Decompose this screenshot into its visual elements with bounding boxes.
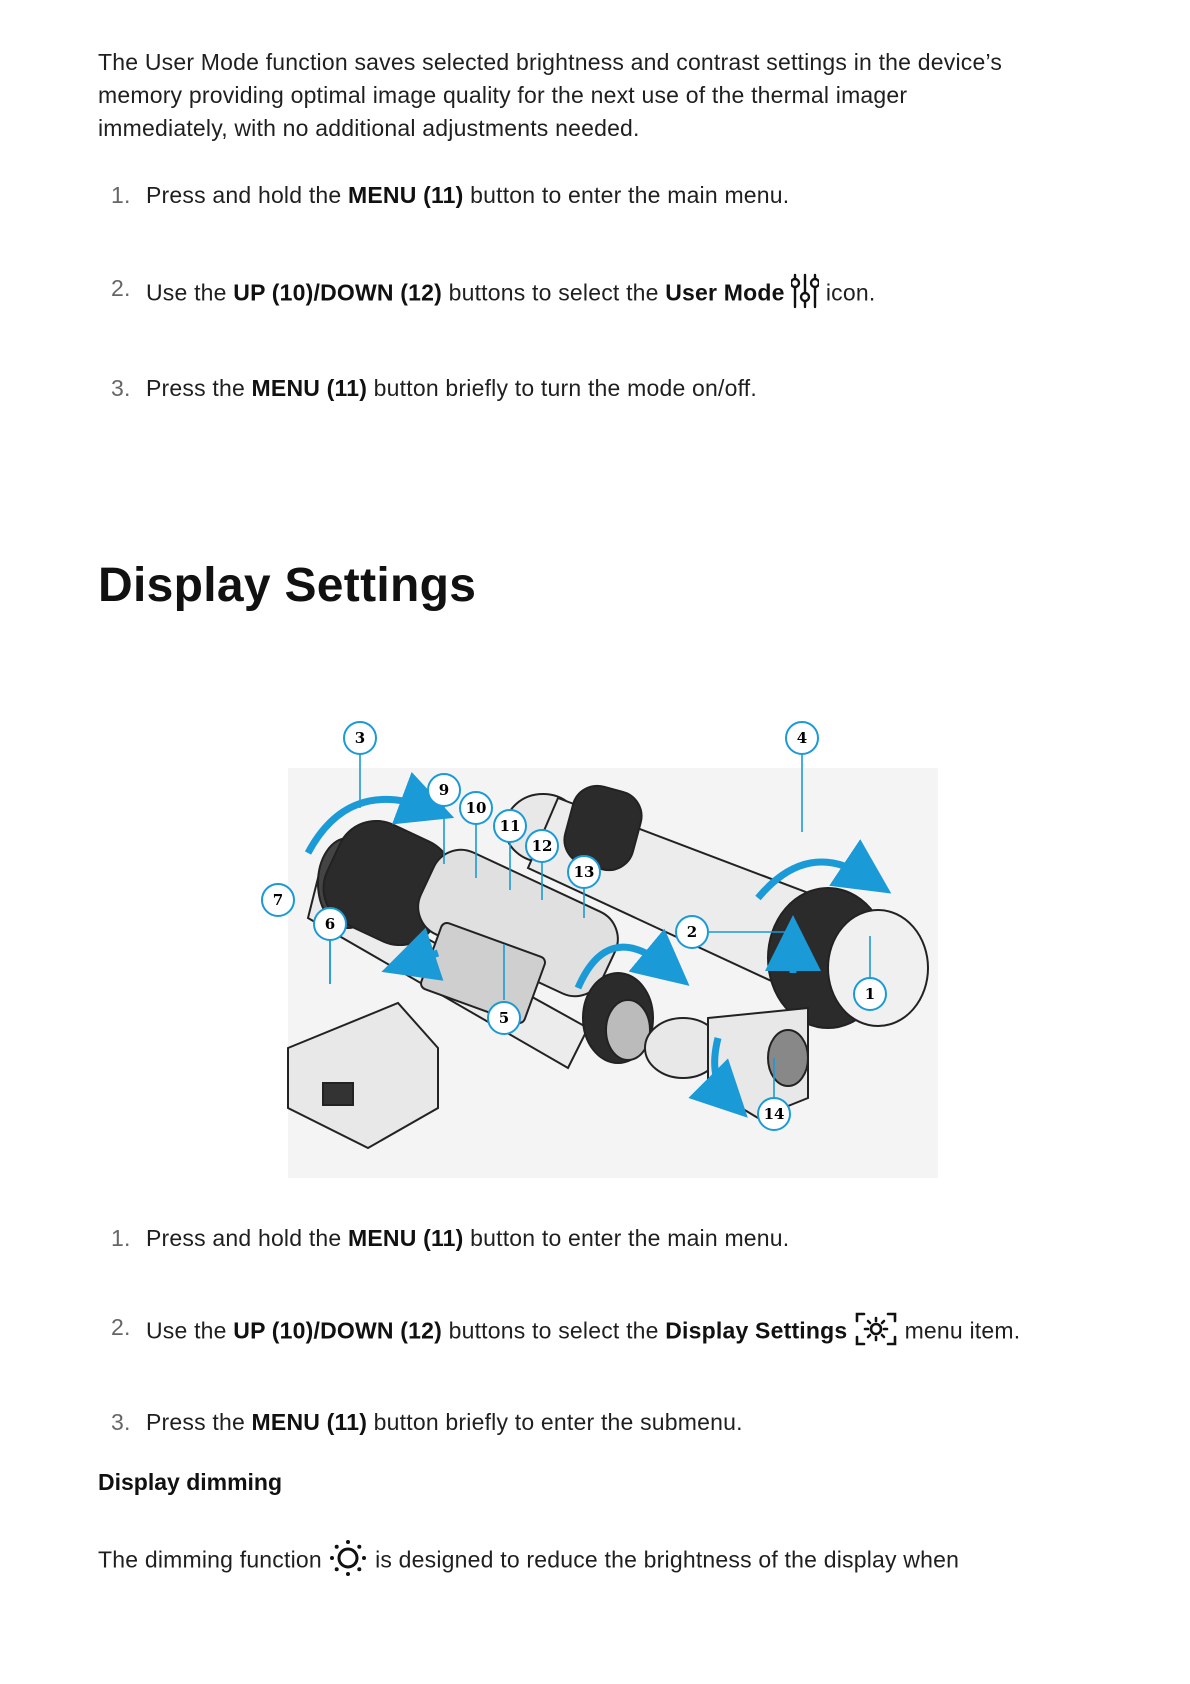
display-step-1	[98, 1223, 1098, 1253]
callout-11	[494, 810, 526, 842]
step-text: button to enter the main menu.	[463, 1225, 790, 1251]
callout-2	[676, 916, 708, 948]
step-text: button briefly to enter the submenu.	[367, 1409, 743, 1435]
sliders-icon	[791, 273, 819, 316]
user-mode-step-3	[98, 373, 1098, 403]
step-text: Press the	[146, 1409, 252, 1435]
subheading: Display dimming	[98, 1469, 283, 1495]
sun-dim-icon	[328, 1538, 368, 1585]
user-mode-step-1	[98, 180, 1098, 210]
step-number: 1.	[111, 182, 131, 208]
callout-14	[758, 1098, 790, 1130]
callout-4	[786, 722, 818, 754]
step-number: 1.	[111, 1225, 131, 1251]
svg-text:10: 10	[465, 799, 487, 817]
svg-text:6: 6	[324, 915, 336, 933]
step-bold: MENU (11)	[347, 182, 464, 208]
display-step-2	[98, 1312, 1108, 1353]
step-number: 3.	[111, 1409, 131, 1435]
callout-3	[344, 722, 376, 754]
svg-text:1: 1	[864, 985, 876, 1003]
step-number: 2.	[111, 275, 131, 301]
callout-9	[428, 774, 460, 806]
step-bold: Display Settings	[665, 1317, 848, 1344]
dimming-text: is designed to reduce the brightness of the display when	[368, 1546, 960, 1573]
callout-7	[262, 884, 294, 916]
dimming-text: The dimming function	[98, 1546, 329, 1573]
step-text: Use the	[146, 1317, 234, 1344]
step-text: icon.	[819, 279, 876, 306]
step-text: Press and hold the	[146, 182, 348, 208]
dimming-paragraph	[98, 1538, 1108, 1585]
step-text: buttons to select the	[442, 1317, 666, 1344]
svg-text:5: 5	[498, 1009, 510, 1027]
subheading-container	[98, 1469, 282, 1496]
callout-6	[314, 908, 346, 940]
callout-13	[568, 856, 600, 888]
device-diagram	[258, 718, 938, 1178]
svg-text:2: 2	[686, 923, 698, 941]
svg-text:3: 3	[354, 729, 366, 747]
step-bold: UP (10)/DOWN (12)	[233, 1317, 442, 1344]
svg-text:4: 4	[796, 729, 808, 747]
step-bold: User Mode	[665, 279, 785, 306]
step-number: 3.	[111, 375, 131, 401]
step-text: Press and hold the	[146, 1225, 348, 1251]
display-step-3	[98, 1407, 1098, 1437]
callout-12	[526, 830, 558, 862]
callout-10	[460, 792, 492, 824]
step-text: button briefly to turn the mode on/off.	[367, 375, 757, 401]
intro-line: The User Mode function saves selected brightness and contrast settings in the device’s	[98, 49, 1003, 75]
step-text: buttons to select the	[442, 279, 666, 306]
step-bold: MENU (11)	[251, 375, 368, 401]
step-bold: MENU (11)	[251, 1409, 368, 1435]
svg-text:9: 9	[438, 781, 450, 799]
user-mode-step-2	[98, 273, 1098, 316]
svg-text:11: 11	[499, 817, 521, 835]
step-text: menu item.	[897, 1317, 1021, 1344]
step-text: button to enter the main menu.	[463, 182, 790, 208]
step-number: 2.	[111, 1314, 131, 1340]
callout-1	[854, 978, 886, 1010]
display-brightness-frame-icon	[854, 1312, 898, 1353]
svg-text:14: 14	[763, 1105, 785, 1123]
step-bold: UP (10)/DOWN (12)	[233, 279, 442, 306]
step-text: Press the	[146, 375, 252, 401]
svg-text:12: 12	[531, 837, 553, 855]
section-heading: Display Settings	[98, 559, 477, 612]
svg-text:7: 7	[272, 891, 284, 909]
intro-paragraph	[98, 46, 1108, 145]
step-text: Use the	[146, 279, 234, 306]
callout-5	[488, 1002, 520, 1034]
intro-line: memory providing optimal image quality for the next use of the thermal imager	[98, 82, 908, 108]
intro-line: immediately, with no additional adjustments needed.	[98, 115, 640, 141]
step-bold: MENU (11)	[347, 1225, 464, 1251]
svg-text:13: 13	[573, 863, 595, 881]
